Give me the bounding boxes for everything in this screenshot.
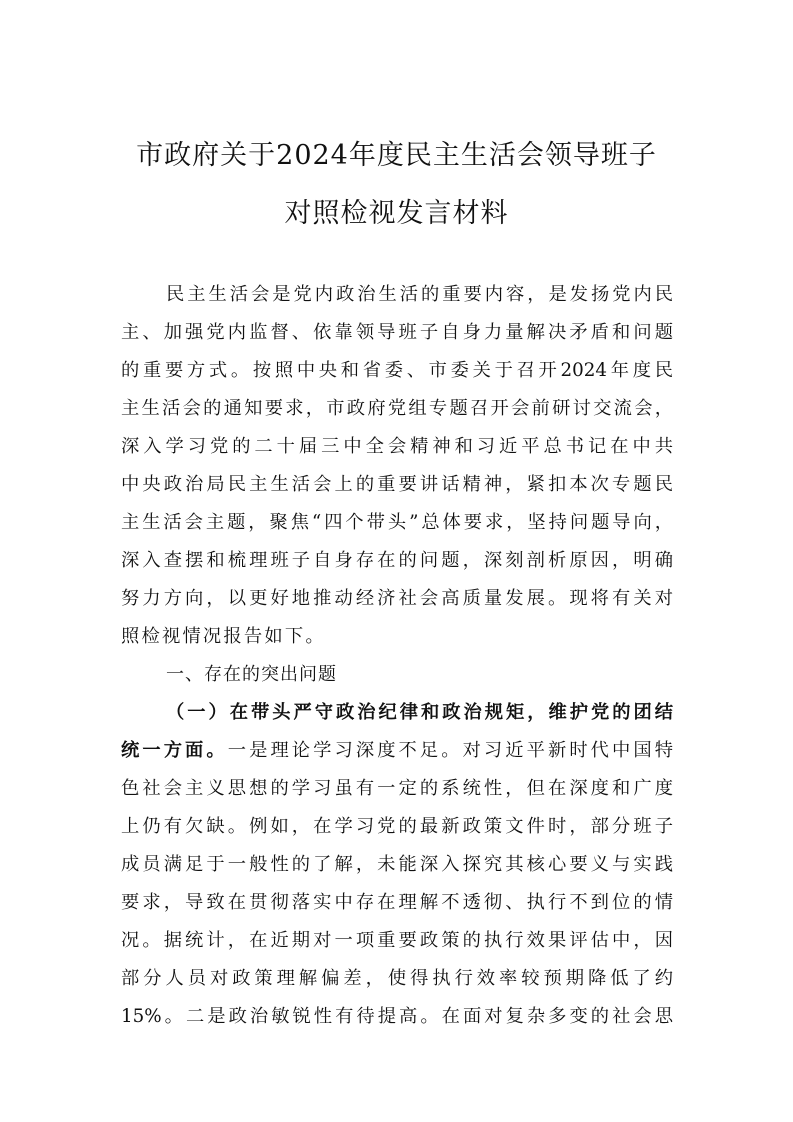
subsection-line bbox=[121, 732, 673, 770]
body-line: 上仍有欠缺。例如，在学习党的最新政策文件时，部分班子 bbox=[121, 816, 673, 837]
intro-line: 主、加强党内监督、依靠领导班子自身力量解决矛盾和问题 bbox=[121, 322, 673, 343]
section-heading: 一、存在的突出问题 bbox=[166, 664, 337, 685]
intro-line: 的重要方式。按照中央和省委、市委关于召开2024年度民 bbox=[121, 360, 673, 381]
intro-line: 主生活会主题，聚焦“四个带头”总体要求，坚持问题导向， bbox=[121, 512, 673, 533]
body-line: 要求，导致在贯彻落实中存在理解不透彻、执行不到位的情 bbox=[121, 892, 673, 913]
body-line: 部分人员对政策理解偏差，使得执行效率较预期降低了约 bbox=[121, 968, 673, 989]
body-line: 15%。二是政治敏锐性有待提高。在面对复杂多变的社会思 bbox=[121, 1006, 673, 1027]
document-title-line-2: 对照检视发言材料 bbox=[284, 198, 509, 229]
subsection-text: 一是理论学习深度不足。对习近平新时代中国特 bbox=[227, 740, 673, 761]
body-line: 成员满足于一般性的了解，未能深入探究其核心要义与实践 bbox=[121, 854, 673, 875]
intro-line: 民主生活会是党内政治生活的重要内容，是发扬党内民 bbox=[166, 284, 673, 305]
intro-line: 照检视情况报告如下。 bbox=[121, 626, 326, 647]
subsection-heading-line: （一）在带头严守政治纪律和政治规矩，维护党的团结 bbox=[166, 702, 673, 723]
subsection-heading-tail: 统一方面。 bbox=[121, 740, 228, 761]
intro-line: 中央政治局民主生活会上的重要讲话精神，紧扣本次专题民 bbox=[121, 474, 673, 495]
document-title-line-1: 市政府关于2024年度民主生活会领导班子 bbox=[136, 140, 657, 171]
body-line: 色社会主义思想的学习虽有一定的系统性，但在深度和广度 bbox=[121, 778, 673, 799]
body-line: 况。据统计，在近期对一项重要政策的执行效果评估中，因 bbox=[121, 930, 673, 951]
intro-line: 深入学习党的二十届三中全会精神和习近平总书记在中共 bbox=[121, 436, 673, 457]
intro-line: 深入查摆和梳理班子自身存在的问题，深刻剖析原因，明确 bbox=[121, 550, 673, 571]
intro-line: 主生活会的通知要求，市政府党组专题召开会前研讨交流会， bbox=[121, 398, 673, 419]
intro-line: 努力方向，以更好地推动经济社会高质量发展。现将有关对 bbox=[121, 588, 673, 609]
